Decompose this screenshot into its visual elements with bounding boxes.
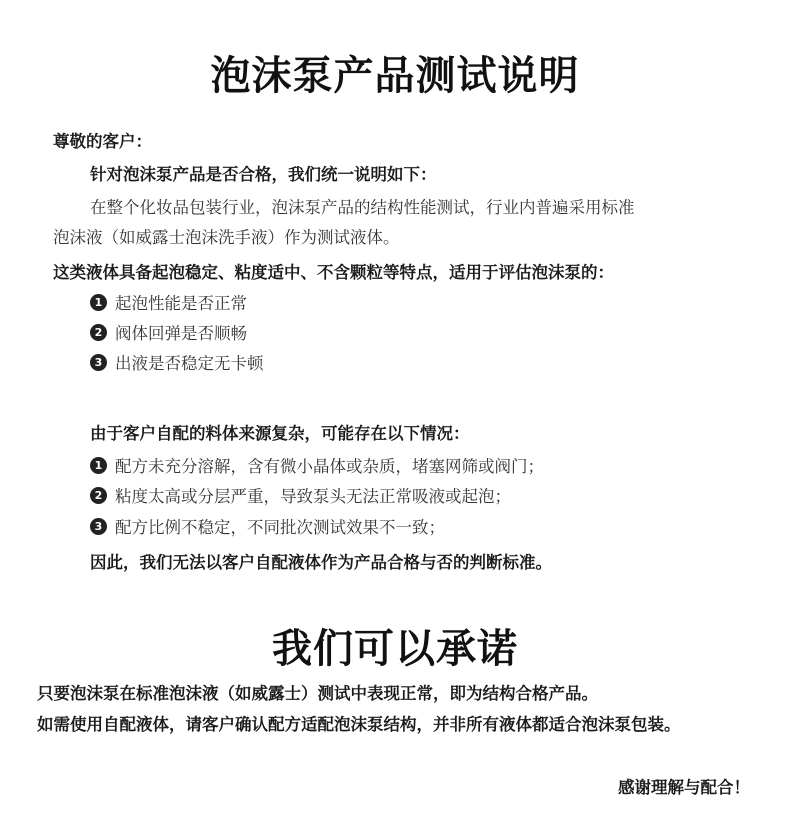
- promise-title: 我们可以承诺: [272, 626, 518, 672]
- feature-text: 起泡性能是否正常: [115, 294, 247, 313]
- page-title: 泡沫泵产品测试说明: [210, 53, 580, 99]
- number-3-icon: 3: [90, 354, 107, 371]
- promise-line-2: 如需使用自配液体，请客户确认配方适配泡沫泵结构，并非所有液体都适合泡沫泵包装。: [37, 715, 681, 734]
- number-1-icon: 1: [90, 457, 107, 474]
- intro-text: 针对泡沫泵产品是否合格，我们统一说明如下：: [90, 165, 437, 184]
- feature-item: [90, 350, 264, 374]
- conclusion-text: 因此，我们无法以客户自配液体作为产品合格与否的判断标准。: [90, 553, 552, 572]
- issue-text: 配方比例不稳定，不同批次测试效果不一致；: [115, 518, 445, 537]
- issue-text: 粘度太高或分层严重，导致泵头无法正常吸液或起泡；: [115, 487, 511, 506]
- feature-item: [90, 290, 247, 314]
- number-2-icon: 2: [90, 487, 107, 504]
- features-heading: 这类液体具备起泡稳定、粘度适中、不含颗粒等特点，适用于评估泡沫泵的：: [53, 263, 614, 282]
- issue-item: [90, 453, 544, 477]
- feature-text: 阀体回弹是否顺畅: [115, 324, 247, 343]
- thanks-text: 感谢理解与配合！: [618, 778, 750, 797]
- promise-line-1: 只要泡沫泵在标准泡沫液（如威露士）测试中表现正常，即为结构合格产品。: [37, 684, 598, 703]
- issue-text: 配方未充分溶解，含有微小晶体或杂质，堵塞网筛或阀门；: [115, 457, 544, 476]
- greeting: 尊敬的客户：: [53, 132, 152, 151]
- feature-text: 出液是否稳定无卡顿: [115, 354, 264, 373]
- paragraph-line-2: 泡沫液（如威露士泡沫洗手液）作为测试液体。: [53, 228, 400, 247]
- number-1-icon: 1: [90, 294, 107, 311]
- issue-item: [90, 483, 511, 507]
- paragraph-line-1: 在整个化妆品包装行业，泡沫泵产品的结构性能测试，行业内普遍采用标准: [90, 198, 635, 217]
- number-2-icon: 2: [90, 324, 107, 341]
- issue-item: [90, 514, 445, 538]
- custom-heading: 由于客户自配的料体来源复杂，可能存在以下情况：: [90, 424, 470, 443]
- feature-item: [90, 320, 247, 344]
- number-3-icon: 3: [90, 518, 107, 535]
